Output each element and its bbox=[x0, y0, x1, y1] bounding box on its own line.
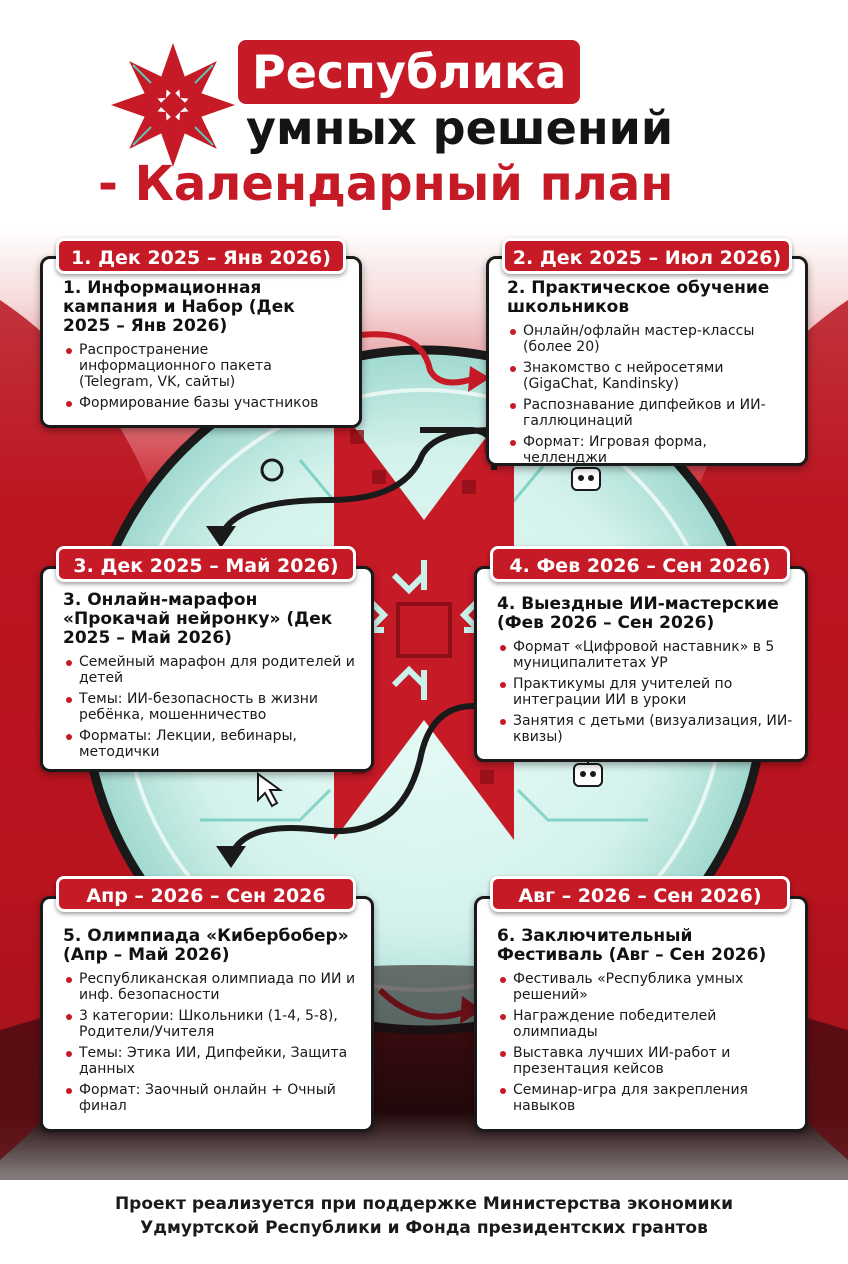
step-title: 1. Информационная кампания и Набор (Дек 2025 – Янв 2026) bbox=[63, 278, 295, 336]
list-item: 3 категории: Школьники (1-4, 5-8), Родители/Учителя bbox=[63, 1008, 359, 1040]
list-item: Семинар-игра для закрепления навыков bbox=[497, 1082, 793, 1114]
list-item: Форматы: Лекции, вебинары, методички bbox=[63, 728, 359, 760]
list-item: Знакомство с нейросетями (GigaChat, Kandinsky) bbox=[507, 360, 793, 392]
footer-line-2: Удмуртской Республики и Фонда президентских грантов bbox=[140, 1218, 708, 1238]
step-date-badge-4: 4. Фев 2026 – Сен 2026) bbox=[490, 546, 790, 582]
list-item: Темы: Этика ИИ, Дипфейки, Защита данных bbox=[63, 1045, 359, 1077]
list-item: Формат «Цифровой наставник» в 5 муниципалитетах УР bbox=[497, 639, 793, 671]
step-title: 3. Онлайн-марафон «Прокачай нейронку» (Дек 2025 – Май 2026) bbox=[63, 590, 333, 648]
list-item: Выставка лучших ИИ-работ и презентация кейсов bbox=[497, 1045, 793, 1077]
list-item: Формирование базы участников bbox=[63, 395, 345, 411]
step-date-badge-3: 3. Дек 2025 – Май 2026) bbox=[56, 546, 356, 582]
udmurt-star-logo-icon bbox=[108, 40, 238, 170]
step-card-6 bbox=[474, 896, 808, 1132]
step-date-badge-6: Авг – 2026 – Сен 2026) bbox=[490, 876, 790, 912]
list-item: Фестиваль «Республика умных решений» bbox=[497, 971, 793, 1003]
step-card-3 bbox=[40, 566, 374, 772]
step-card-5 bbox=[40, 896, 374, 1132]
title-smart-solutions: умных решений bbox=[246, 101, 674, 155]
title-calendar-plan: - Календарный план bbox=[98, 156, 674, 212]
step-title: 4. Выездные ИИ-мастерские (Фев 2026 – Сен 2026) bbox=[497, 594, 779, 633]
step-title: 6. Заключительный Фестиваль (Авг – Сен 2026) bbox=[497, 926, 767, 965]
step-card-1 bbox=[40, 256, 362, 428]
robot-icon bbox=[572, 468, 600, 490]
list-item: Занятия с детьми (визуализация, ИИ-квизы) bbox=[497, 713, 793, 745]
step-title: 5. Олимпиада «Кибербобер» (Апр – Май 2026) bbox=[63, 926, 349, 965]
list-item: Распознавание дипфейков и ИИ-галлюцинаций bbox=[507, 397, 793, 429]
list-item: Семейный марафон для родителей и детей bbox=[63, 654, 359, 686]
footer-line-1: Проект реализуется при поддержке Министерства экономики bbox=[114, 1194, 734, 1214]
title-republic: Республика bbox=[238, 40, 580, 104]
step-title: 2. Практическое обучение школьников bbox=[507, 278, 770, 317]
step-card-2 bbox=[486, 256, 808, 466]
list-item: Республиканская олимпиада по ИИ и инф. безопасности bbox=[63, 971, 359, 1003]
list-item: Темы: ИИ-безопасность в жизни ребёнка, мошенничество bbox=[63, 691, 359, 723]
list-item: Награждение победителей олимпиады bbox=[497, 1008, 793, 1040]
list-item: Формат: Игровая форма, челленджи bbox=[507, 434, 793, 466]
step-date-badge-2: 2. Дек 2025 – Июл 2026) bbox=[502, 238, 792, 274]
list-item: Онлайн/офлайн мастер-классы (более 20) bbox=[507, 323, 793, 355]
step-card-4 bbox=[474, 566, 808, 762]
list-item: Практикумы для учителей по интеграции ИИ в уроки bbox=[497, 676, 793, 708]
step-date-badge-1: 1. Дек 2025 – Янв 2026) bbox=[56, 238, 346, 274]
footer-support-note bbox=[0, 1192, 848, 1240]
step-date-badge-5: Апр – 2026 – Сен 2026 bbox=[56, 876, 356, 912]
list-item: Распространение информационного пакета (Telegram, VK, сайты) bbox=[63, 342, 345, 390]
list-item: Формат: Заочный онлайн + Очный финал bbox=[63, 1082, 359, 1114]
